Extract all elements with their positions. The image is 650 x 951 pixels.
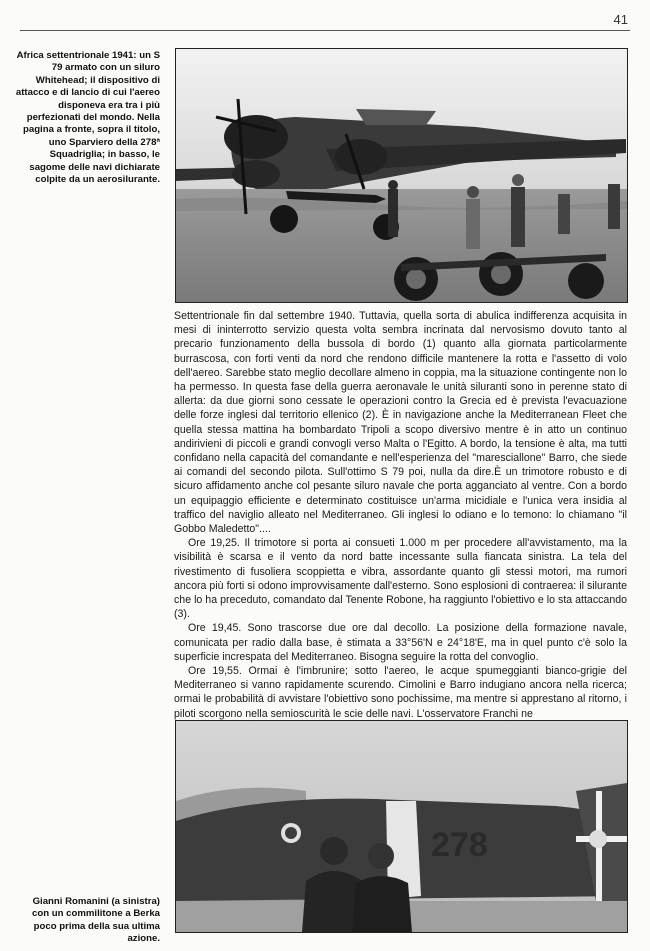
page-number: 41 [613, 12, 628, 27]
aircraft-marking: 278 [431, 826, 488, 864]
body-text [174, 309, 627, 721]
photo-bottom-image [176, 721, 627, 932]
photo-top-image [176, 49, 627, 302]
paragraph-3: Ore 19,45. Sono trascorse due ore dal decollo. La posizione della formazione navale, comunicata per radio dalla base, è stimata a 33°56'N e 24°18'E, ma in quel punto c'è solo la superficie increspata del Mediterraneo. Bisogna seguire la rotta del convoglio. [174, 622, 627, 663]
paragraph-4: Ore 19,55. Ormai è l'imbrunire; sotto l'aereo, le acque spumeggianti bianco-grigie del Mediterraneo si vanno rapidamente scurendo. Cimolini e Barro indugiano ancora nella ricerca; ormai le probabilità di avvistare l'obiettivo sono pochissime, ma mentre si apprestano al ritorno, i piloti scorgono nella semioscurità le scie delle navi. L'osservatore Franchi ne [174, 665, 627, 720]
photo-bottom-crew-with-aircraft [175, 720, 628, 933]
caption-top: Africa settentrionale 1941: un S 79 armato con un siluro Whitehead; il dispositivo di attacco e di lancio di cui l'aereo disponeva era tra i più perfezionati del mondo. Nella pagina a fronte, sopra il titolo, uno Sparviero della 278ª Squadriglia; in basso, le sagome delle navi dichiarate colpite da un aerosilurante. [15, 50, 160, 186]
photo-top-s79-torpedo-bomber [175, 48, 628, 303]
paragraph-1: Settentrionale fin dal settembre 1940. Tuttavia, quella sorta di abulica indifferenza acquisita in mesi di ininterrotto servizio questa volta sembra incrinata dal nervosismo dovuto tanto al precario funzionamento della bussola di bordo (1) quanto alla giornata particolarmente burrascosa, con forti venti da nord che rendono difficile mantenere la rotta e l'assetto di volo dell'aereo. Sarebbe stato meglio decollare almeno in coppia, ma la situazione contingente non lo ha permesso. In questa fase della guerra aeronavale le unità siluranti sono in perenne stato di allerta: da due giorni sono cessate le operazioni contro la Grecia ed è prevista l'evacuazione delle forze inglesi dal territorio ellenico (2). È in navigazione anche la Mediterranean Fleet che quella stessa mattina ha bombardato Tripoli a scopo diversivo mentre è in atto un continuo andirivieni di piccoli e grandi convogli verso Malta o l'Egitto. A bordo, la tensione è alta, ma tutti confidano nella capacità del comandante e nell'esperienza del "maresciallone" Barro, che siede ai comandi del secondo pilota. Sull'ottimo S 79 poi, nulla da dire.È un trimotore robusto e di sicuro affidamento anche col pesante siluro navale che porta agganciato al ventre. Con a bordo un equipaggio efficiente e determinato costituisce un'arma micidiale e l'unica vera insidia al traffico del naviglio alleato nel Mediterraneo. Gli inglesi lo odiano e lo temono: lo chiamano "il Gobbo Maledetto".... [174, 310, 627, 536]
caption-bottom: Gianni Romanini (a sinistra) con un commilitone a Berka poco prima della sua ultima azione. [32, 896, 160, 945]
header-rule [20, 30, 630, 31]
paragraph-2: Ore 19,25. Il trimotore si porta ai consueti 1.000 m per procedere all'avvistamento, ma la visibilità è scarsa e il vento da nord batte incessante sulla fiancata sinistra. La tela del rivestimento di fusoliera scoppietta e vibra, assordante quanto gli stessi motori, ma rumori ancora più forti si odono improvvisamente dall'esterno. Sono esplosioni di contraerea: il silurante che lo ha preceduto, comandato dal Tenente Robone, ha raggiunto l'obiettivo e lo sta attaccando (3). [174, 537, 627, 621]
